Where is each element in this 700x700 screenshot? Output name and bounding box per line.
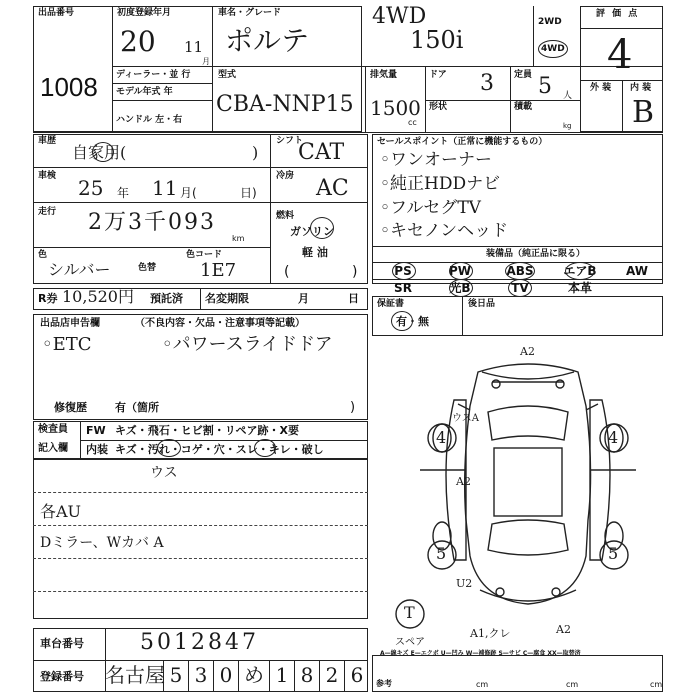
spare-label: スペア (395, 637, 425, 648)
equip-pw: PW (448, 264, 472, 278)
reg-cell-4: 0 (214, 660, 239, 692)
note-3: Dミラー、Wカバ A (40, 535, 164, 551)
reg-cell-6: 1 (270, 660, 295, 692)
declaration-label: 出品店申告欄 (40, 318, 100, 329)
note-1: ウス (150, 465, 178, 481)
inspection-year-unit: 年 (117, 186, 130, 200)
sales-point-3: ◦フルセグTV (380, 198, 481, 218)
damage-legend: A—線キズ E—エクボ U—凹み W—補修跡 S—サビ C—腐食 XX—取替済 (380, 650, 581, 657)
equip-airbag: エアB (563, 264, 597, 278)
doors-value: 3 (480, 71, 494, 96)
size-label: 参考 (376, 679, 392, 688)
load-label: 積載 (514, 102, 533, 112)
note-2: 各AU (40, 502, 82, 521)
reg-cell-1: 名古屋 (105, 660, 164, 692)
inspector-label-2: 記入欄 (38, 443, 68, 454)
fuel-gasoline: ガソリン (290, 225, 334, 238)
manual-label: 保証書 (377, 299, 405, 309)
in-text: キズ・汚れ・コゲ・穴・スレ・キレ・破し (115, 443, 324, 456)
equip-tv: TV (511, 281, 529, 295)
reg-cell-9: 6 (350, 663, 364, 687)
displacement-label: 排気量 (370, 70, 398, 80)
fuel-label: 燃料 (276, 211, 295, 221)
registration-label: 登録番号 (40, 670, 84, 683)
inspection-year: 25 (78, 176, 104, 200)
month-unit: 月 (202, 57, 210, 66)
doors-label: ドア (429, 70, 447, 80)
sales-point-2: ◦純正HDDナビ (380, 174, 501, 194)
diagram-mark-rear: A1,クレ (470, 627, 511, 640)
drive-opt-4wd: 4WD (541, 44, 565, 54)
color-label: 色 (38, 250, 48, 260)
interior-label: 内 装 (630, 83, 652, 93)
recycle-deposit: 預託済 (150, 292, 183, 305)
diagram-mark-rear-right: A2 (556, 623, 571, 636)
sales-point-1: ◦ワンオーナー (380, 150, 493, 170)
type-label: 型式 (218, 70, 237, 80)
dealer-label: ディーラー・並 行 (116, 70, 191, 80)
manual-value: 有・無 (396, 315, 429, 328)
spare-mark: T (404, 603, 415, 622)
reg-cell-3: 3 (189, 660, 214, 692)
equip-leather: 本革 (567, 281, 592, 295)
history-close: ) (252, 143, 259, 162)
chassis-label: 車台番号 (40, 637, 84, 650)
chassis-value: 5012847 (140, 630, 259, 655)
handle-label: ハンドル 左・右 (116, 115, 183, 125)
fuel-close-paren: ) (352, 264, 358, 280)
fw-prefix: FW (86, 424, 106, 437)
repair-label: 修復歴 (54, 401, 87, 414)
shift-label: シフト (276, 136, 304, 146)
reg-cell-7: 8 (295, 660, 320, 692)
fuel-open-paren: ( (284, 264, 290, 280)
diagram-mark-rr: 5 (608, 544, 619, 563)
history-value: 自家用( (72, 143, 127, 162)
fuel-light-oil: 軽 油 (302, 246, 328, 259)
diagram-mark-lr: 5 (436, 544, 447, 563)
equip-aw: AW (626, 264, 648, 278)
model-name: ポルテ (225, 24, 310, 57)
reg-cell-5: め (239, 660, 270, 692)
inspector-label-1: 検査員 (38, 424, 68, 435)
equip-abs: ABS (506, 264, 534, 278)
diagram-mark-left: ウスA (452, 413, 479, 424)
fw-text: キズ・飛石・ヒビ割・リペア跡・X要 (115, 424, 300, 437)
name-change-day: 日 (348, 292, 359, 305)
size-unit-3: cm (650, 680, 663, 689)
inspection-month: 11 (152, 176, 178, 200)
later-items-label: 後日品 (468, 299, 496, 309)
recycle-amount: 10,520円 (62, 287, 134, 306)
name-change-month: 月 (298, 292, 309, 305)
first-reg-month: 11 (184, 38, 204, 56)
mileage-unit: km (232, 234, 245, 243)
diagram-mark-rear-left: U2 (456, 577, 473, 590)
size-unit-1: cm (476, 680, 489, 689)
in-prefix: 内装 (86, 443, 108, 456)
lot-number: 1008 (40, 72, 98, 102)
repair-close: ) (350, 400, 356, 415)
recycle-label: R券 (38, 292, 58, 305)
load-unit: kg (563, 122, 572, 130)
interior-grade: B (632, 95, 655, 130)
exterior-label: 外 装 (590, 83, 612, 93)
reg-cell-2: 5 (164, 660, 189, 692)
inspection-label: 車検 (38, 171, 57, 181)
displacement-unit: cc (408, 118, 417, 127)
drive-value: 4WD (372, 4, 427, 29)
equip-light: 光B (449, 281, 471, 295)
eval-label: 評 価 点 (596, 9, 640, 19)
first-reg-label: 初度登録年月 (117, 8, 172, 18)
name-change-label: 名変期限 (205, 292, 249, 305)
first-reg-year: 20 (120, 25, 156, 58)
inspection-day-unit: 日) (240, 186, 257, 200)
mileage-label: 走行 (38, 207, 57, 217)
equipment-label: 装備品（純正品に限る） (486, 249, 586, 259)
model-year-label: モデル年式 年 (116, 87, 173, 97)
declaration-text-2: ◦パワースライドドア (162, 334, 333, 355)
repair-value: 有（箇所 (115, 401, 159, 414)
diagram-mark-lf: 4 (436, 428, 447, 447)
equip-sr: SR (394, 281, 412, 295)
color-swap-label: 色替 (138, 263, 157, 273)
declaration-hint: （不良内容・欠品・注意事項等記載） (135, 318, 305, 329)
cooler-label: 冷房 (276, 171, 295, 181)
declaration-text-1: ◦ETC (42, 334, 92, 355)
cooler-value: AC (316, 176, 349, 201)
capacity-unit: 人 (563, 91, 573, 101)
inspection-month-unit: 月( (180, 186, 197, 200)
shape-label: 形状 (429, 102, 448, 112)
history-label: 車歴 (38, 136, 57, 146)
model-label: 車名・グレード (218, 8, 282, 18)
color-code-value: 1E7 (200, 260, 237, 281)
size-unit-2: cm (566, 680, 579, 689)
capacity-value: 5 (538, 74, 552, 99)
sales-points-label: セールスポイント（正常に機能するもの） (377, 137, 548, 147)
capacity-label: 定員 (514, 70, 533, 80)
displacement-value: 1500 (370, 96, 421, 120)
diagram-mark-rf: 4 (608, 428, 619, 447)
equip-ps: PS (394, 264, 412, 278)
shift-value: CAT (298, 140, 345, 165)
eval-score: 4 (607, 32, 633, 78)
diagram-mark-front: A2 (520, 345, 535, 358)
drive-opt-2wd: 2WD (538, 17, 562, 27)
color-code-label: 色コード (186, 250, 223, 260)
diagram-mark-door: A2 (456, 475, 471, 488)
sales-point-4: ◦キセノンヘッド (380, 221, 509, 241)
color-value: シルバー (48, 260, 111, 279)
type-value: CBA-NNP15 (216, 92, 354, 117)
mileage-value: 2万3千093 (88, 210, 216, 235)
grade-value: 150i (410, 26, 464, 54)
reg-cell-8: 2 (320, 660, 345, 692)
lot-label: 出品番号 (38, 8, 75, 18)
